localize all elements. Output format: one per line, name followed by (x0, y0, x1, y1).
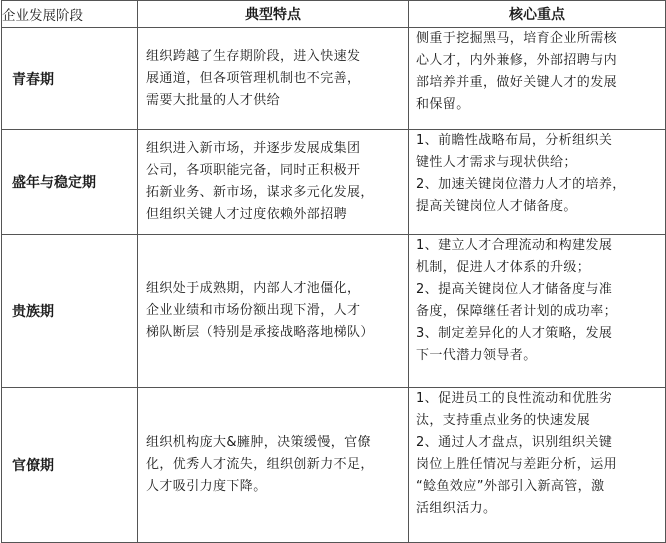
header-stage: 企业发展阶段 (2, 1, 138, 28)
features-cell (138, 28, 409, 130)
focus-line: 心人才，内外兼修，外部招聘与内 (416, 53, 618, 68)
focus-line: 部培养并重，做好关键人才的发展 (416, 75, 618, 90)
focus-line: 1、建立人才合理流动和构建发展 (416, 238, 613, 253)
features-cell (138, 235, 409, 388)
features-line: 但组织关键人才过度依赖外部招聘 (146, 207, 348, 222)
features-line: 组织处于成熟期，内部人才池僵化， (146, 281, 361, 296)
focus-cell (409, 130, 666, 235)
focus-line: 3、制定差异化的人才策略，发展 (416, 326, 613, 341)
focus-line: 机制，促进人才体系的升级； (416, 260, 591, 275)
focus-line: 2、加速关键岗位潜力人才的培养， (416, 177, 626, 192)
focus-line: 岗位上胜任情况与差距分析，运用 (416, 457, 618, 472)
focus-line: 汰，支持重点业务的快速发展 (416, 413, 591, 428)
features-line: 组织机构庞大&臃肿，决策缓慢，官僚 (146, 435, 371, 450)
table-row (2, 28, 666, 130)
focus-line: 活组织活力。 (416, 501, 497, 516)
features-line: 企业业绩和市场份额出现下滑，人才 (146, 303, 361, 318)
focus-line: 下一代潜力领导者。 (416, 348, 537, 363)
features-line: 组织进入新市场，并逐步发展成集团 (146, 141, 361, 156)
features-line: 展通道，但各项管理机制也不完善， (146, 70, 361, 86)
focus-cell (409, 388, 666, 543)
focus-cell (409, 235, 666, 388)
focus-line: 1、前瞻性战略布局，分析组织关 (416, 133, 613, 148)
focus-line: 键性人才需求与现状供给； (416, 155, 577, 170)
stage-table (1, 0, 666, 543)
features-line: 组织跨越了生存期阶段，进入快速发 (146, 48, 361, 64)
table-row (2, 388, 666, 543)
stage-name: 盛年与稳定期 (2, 130, 138, 235)
features-cell (138, 130, 409, 235)
stage-name: 官僚期 (2, 388, 138, 543)
features-cell (138, 388, 409, 543)
features-line: 需要大批量的人才供给 (146, 92, 281, 108)
features-line: 梯队断层（特别是承接战略落地梯队） (146, 325, 374, 340)
features-line: 人才吸引力度下降。 (146, 479, 267, 494)
table-row (2, 130, 666, 235)
table-row (2, 235, 666, 388)
focus-line: 提高关键岗位人才储备度。 (416, 199, 577, 214)
focus-line: “鲶鱼效应”外部引入新高管，激 (416, 479, 605, 494)
focus-cell (409, 28, 666, 130)
focus-line: 和保留。 (416, 97, 470, 112)
features-line: 拓新业务、新市场，谋求多元化发展， (146, 185, 374, 200)
focus-line: 2、通过人才盘点，识别组织关键 (416, 435, 613, 450)
header-row (2, 1, 666, 28)
features-line: 公司，各项职能完备，同时正积极开 (146, 163, 361, 178)
focus-line: 2、提高关键岗位人才储备度与准 (416, 282, 613, 297)
stage-name: 青春期 (2, 28, 138, 130)
stage-name: 贵族期 (2, 235, 138, 388)
focus-line: 备度，保障继任者计划的成功率； (416, 304, 618, 319)
header-focus: 核心重点 (409, 1, 666, 28)
header-features: 典型特点 (138, 1, 409, 28)
focus-line: 1、促进员工的良性流动和优胜劣 (416, 391, 613, 406)
focus-line: 侧重于挖掘黑马，培育企业所需核 (416, 31, 618, 46)
features-line: 化，优秀人才流失，组织创新力不足， (146, 457, 374, 472)
